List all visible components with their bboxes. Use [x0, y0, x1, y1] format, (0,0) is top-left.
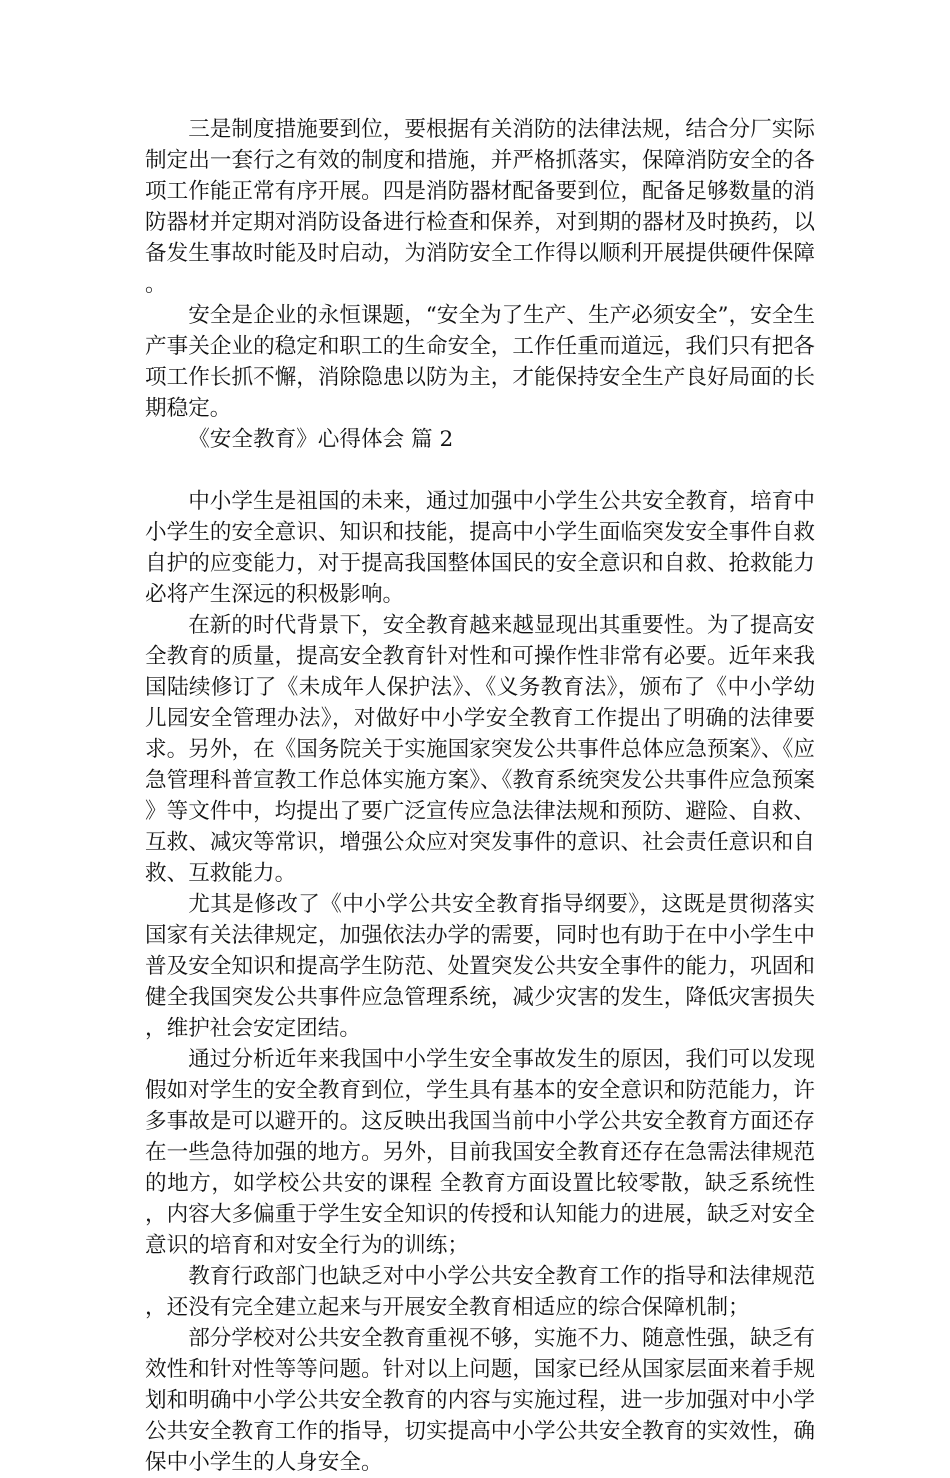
- paragraph: 三是制度措施要到位，要根据有关消防的法律法规，结合分厂实际制定出一套行之有效的制度和措施，并严格抓落实，保障消防安全的各项工作能正常有序开展。四是消防器材配备要到位，配备足够数量的消防器材并定期对消防设备进行检查和保养，对到期的器材及时换药，以备发生事故时能及时启动，为消防安全工作得以顺利开展提供硬件保障。: [145, 117, 815, 297]
- paragraph: 中小学生是祖国的未来，通过加强中小学生公共安全教育，培育中小学生的安全意识、知识和技能，提高中小学生面临突发安全事件自救自护的应变能力，对于提高我国整体国民的安全意识和自救、抢救能力必将产生深远的积极影响。: [145, 489, 815, 607]
- paragraph: 尤其是修改了《中小学公共安全教育指导纲要》，这既是贯彻落实国家有关法律规定，加强依法办学的需要，同时也有助于在中小学生中普及安全知识和提高学生防范、处置突发公共安全事件的能力，巩固和健全我国突发公共事件应急管理系统，减少灾害的发生，降低灾害损失，维护社会安定团结。: [145, 892, 815, 1041]
- paragraph: 部分学校对公共安全教育重视不够，实施不力、随意性强，缺乏有效性和针对性等等问题。针对以上问题，国家已经从国家层面来着手规划和明确中小学公共安全教育的内容与实施过程，进一步加强对中小学公共安全教育工作的指导，切实提高中小学公共安全教育的实效性，确保中小学生的人身安全。: [145, 1326, 815, 1475]
- paragraph: 在新的时代背景下，安全教育越来越显现出其重要性。为了提高安全教育的质量，提高安全教育针对性和可操作性非常有必要。近年来我国陆续修订了《未成年人保护法》、《义务教育法》，颁布了《中小学幼儿园安全管理办法》，对做好中小学安全教育工作提出了明确的法律要求。另外，在《国务院关于实施国家突发公共事件总体应急预案》、《应急管理科普宣教工作总体实施方案》、《教育系统突发公共事件应急预案》等文件中，均提出了要广泛宣传应急法律法规和预防、避险、自救、互救、减灾等常识，增强公众应对突发事件的意识、社会责任意识和自救、互救能力。: [145, 613, 815, 886]
- blank-line: [145, 455, 815, 486]
- paragraph: 通过分析近年来我国中小学生安全事故发生的原因，我们可以发现假如对学生的安全教育到位，学生具有基本的安全意识和防范能力，许多事故是可以避开的。这反映出我国当前中小学公共安全教育方面还存在一些急待加强的地方。另外，目前我国安全教育还存在急需法律规范的地方，如学校公共安的课程 全教育方面设置比较零散，缺乏系统性，内容大多偏重于学生安全知识的传授和认知能力的进展，缺乏对安全意识的培育和对安全行为的训练；: [145, 1047, 815, 1258]
- paragraph: 教育行政部门也缺乏对中小学公共安全教育工作的指导和法律规范，还没有完全建立起来与开展安全教育相适应的综合保障机制；: [145, 1264, 815, 1320]
- paragraph: 安全是企业的永恒课题，“安全为了生产、生产必须安全”，安全生产事关企业的稳定和职工的生命安全，工作任重而道远，我们只有把各项工作长抓不懈，消除隐患以防为主，才能保持安全生产良好局面的长期稳定。: [145, 303, 815, 421]
- document-page: [145, 114, 815, 1478]
- section-heading: 《安全教育》心得体会 篇 2: [188, 427, 454, 452]
